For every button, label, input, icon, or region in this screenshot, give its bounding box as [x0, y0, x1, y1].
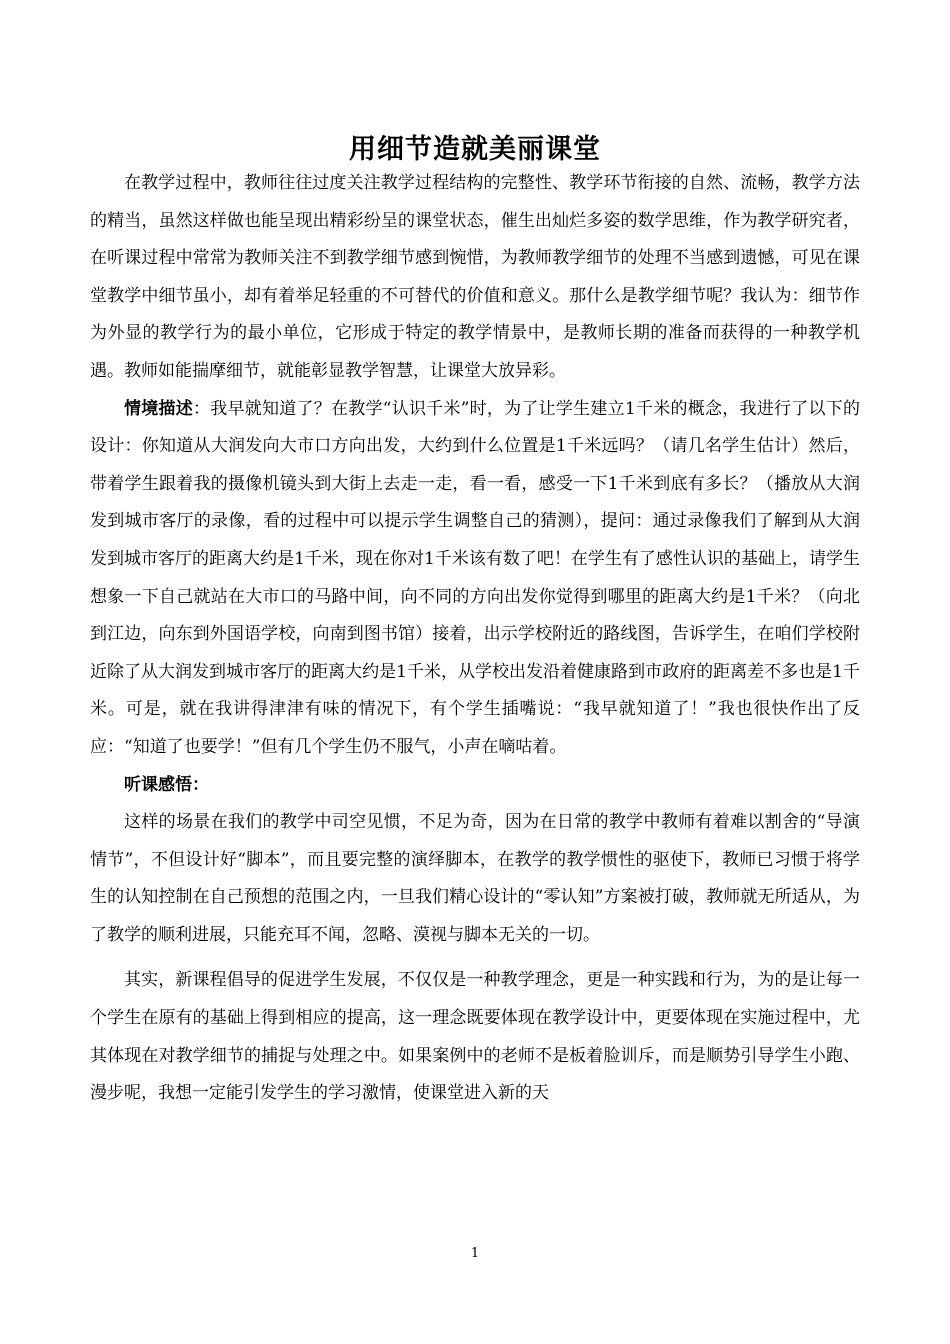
reflection-paragraph-1: 这样的场景在我们的教学中司空见惯，不足为奇，因为在日常的教学中教师有着难以割舍的“导演情节”，不但设计好“脚本”，而且要完整的演绎脚本，在教学的教学惯性的驱使下，教师已习惯于将学生的认知控制在自己预想的范围之内，一旦我们精心设计的“零认知”方案被打破，教师就无所适从，为了教学的顺利进展，只能充耳不闻，忽略、漠视与脚本无关的一切。 [90, 812, 860, 945]
reflection-paragraph-2: 其实，新课程倡导的促进学生发展，不仅仅是一种教学理念，更是一种实践和行为，为的是让每一个学生在原有的基础上得到相应的提高，这一理念既要体现在教学设计中，更要体现在实施过程中，尤其体现在对教学细节的捕捉与处理之中。如果案例中的老师不是板着脸训斥，而是顺势引导学生小跑、漫步呢，我想一定能引发学生的学习激情，使课堂进入新的天 [90, 970, 860, 1104]
scenario-label: 情境描述 [124, 398, 194, 419]
intro-paragraph: 在教学过程中，教师往往过度关注教学过程结构的完整性、教学环节衔接的自然、流畅，教学方法的精当，虽然这样做也能呈现出精彩纷呈的课堂状态，催生出灿烂多姿的数学思维，作为教学研究者，在听课过程中常常为教师关注不到教学细节感到惋惜，为教师教学细节的处理不当感到遗憾，可见在课堂教学中细节虽小，却有着举足轻重的不可替代的价值和意义。那什么是教学细节呢？我认为：细节作为外显的教学行为的最小单位，它形成于特定的教学情景中，是教师长期的准备而获得的一种教学机遇。教师如能揣摩细节，就能彰显教学智慧，让课堂大放异彩。 [90, 173, 860, 381]
document-body [90, 165, 860, 1113]
scenario-paragraph [90, 391, 860, 767]
paragraph-gap [90, 954, 860, 962]
document-title: 用细节造就美丽课堂 [349, 134, 601, 165]
page-number: 1 [470, 1246, 480, 1261]
reflection-heading: 听课感悟： [124, 774, 209, 795]
scenario-text: ：我早就知道了？在教学“认识千米”时，为了让学生建立1千米的概念，我进行了以下的设计：你知道从大润发向大市口方向出发，大约到什么位置是1千米远吗？（请几名学生估计）然后，带着学生跟着我的摄像机镜头到大街上去走一走，看一看，感受一下1千米到底有多长？（播放从大润发到城市客厅的录像，看的过程中可以提示学生调整自己的猜测），提问：通过录像我们了解到从大润发到城市客厅的距离大约是1千米，现在你对1千米该有数了吧！在学生有了感性认识的基础上，请学生想象一下自己就站在大市口的马路中间，向不同的方向出发你觉得到哪里的距离大约是1千米？（向北到江边，向东到外国语学校，向南到图书馆）接着，出示学校附近的路线图，告诉学生，在咱们学校附近除了从大润发到城市客厅的距离大约是1千米，从学校出发沿着健康路到市政府的距离差不多也是1千米。可是，就在我讲得津津有味的情况下，有个学生插嘴说：“我早就知道了！”我也很快作出了反应：“知道了也要学！”但有几个学生仍不服气，小声在嘀咕着。 [90, 398, 861, 757]
